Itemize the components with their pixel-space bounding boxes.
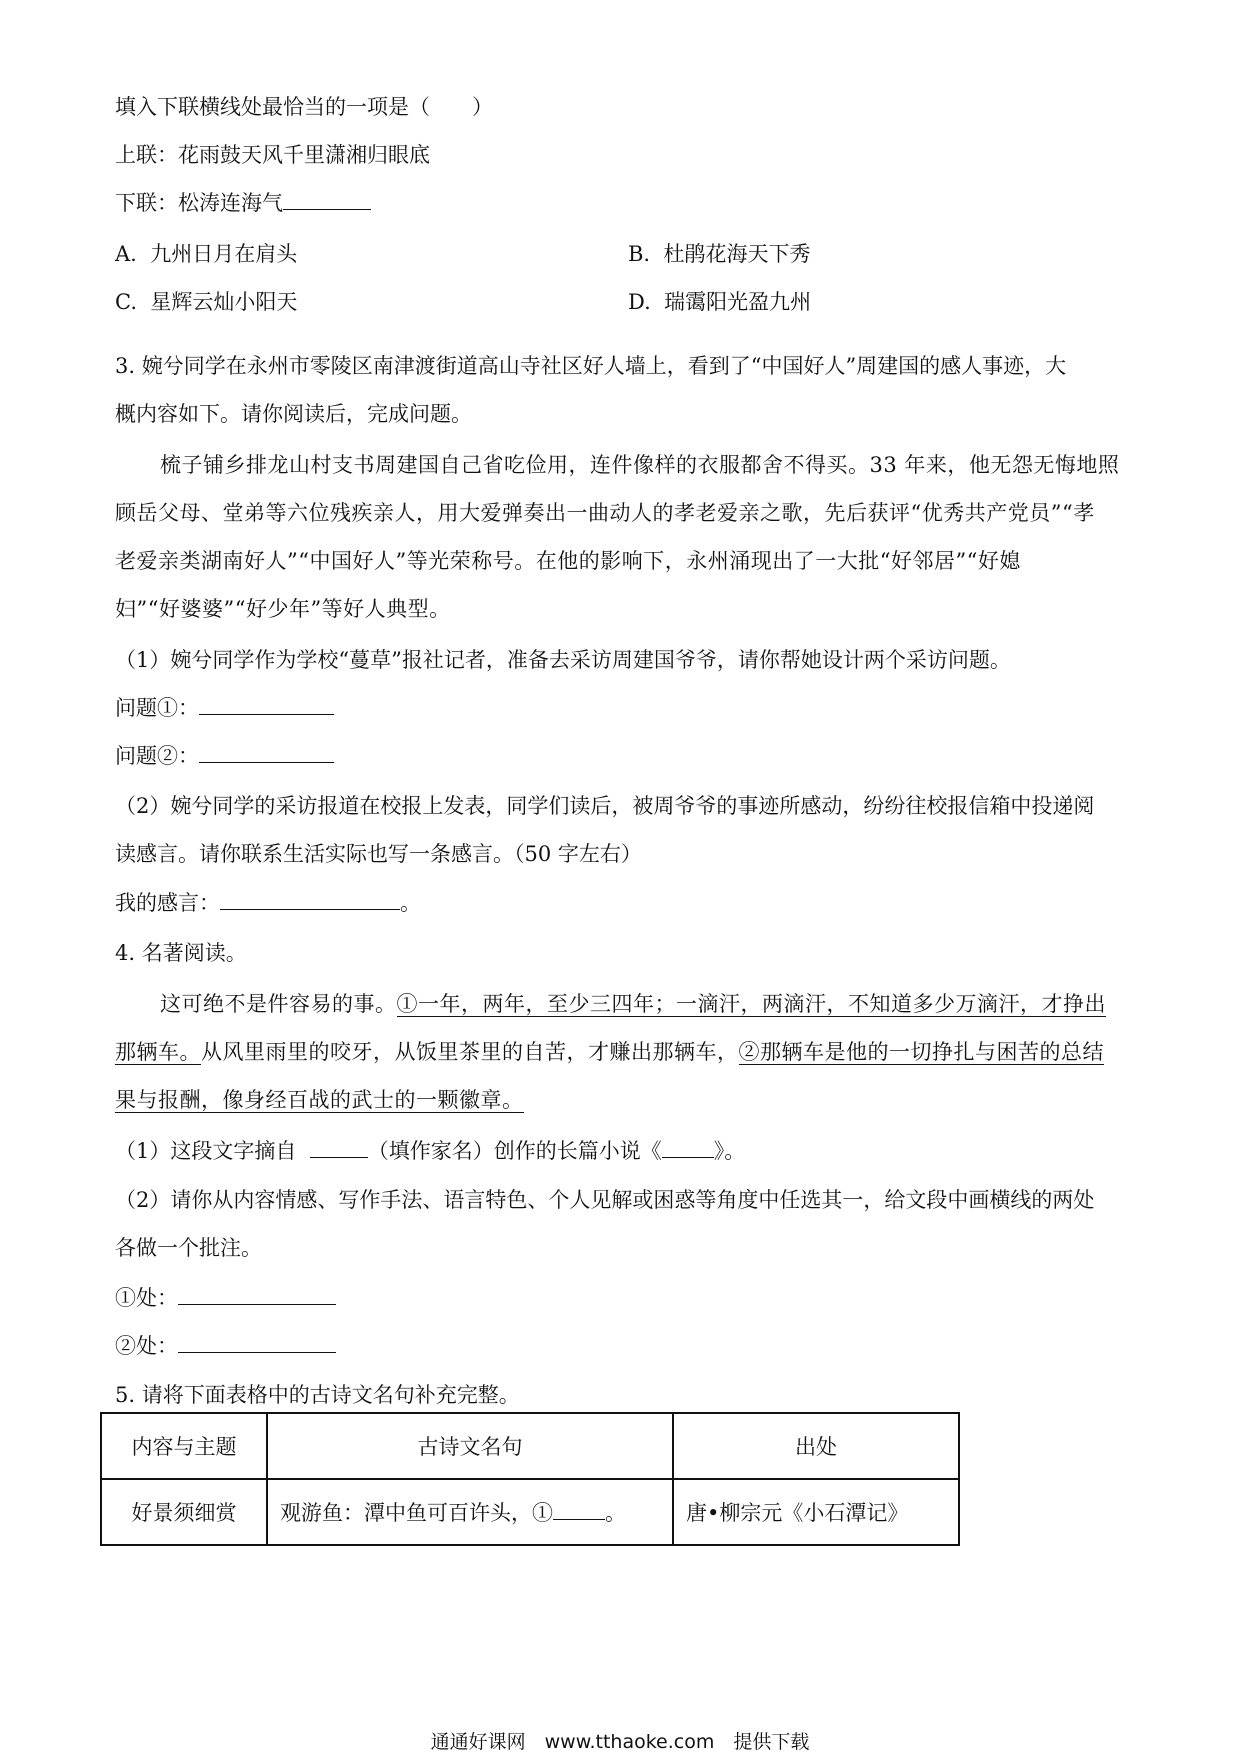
q4-note-2 [115,1332,336,1360]
q3-question-1 [115,694,334,722]
q3-intro-line-2: 概内容如下。请你阅读后，完成问题。 [115,402,472,426]
option-b[interactable] [628,240,810,268]
q4-note-1 [115,1284,336,1312]
q4-sub2-line-2: 各做一个批注。 [115,1236,262,1260]
option-text: 九州日月在肩头 [150,242,298,266]
q3-question-2 [115,742,334,770]
underlined-passage-1: ①一年，两年，至少三四年；一滴汗，两滴汗，不知道多少万滴汗，才挣出 [396,992,1106,1016]
passage-text: 从风里雨里的咬牙，从饭里茶里的自苦，才赚出那辆车， [201,1040,739,1064]
question-2-blank[interactable] [199,742,334,763]
question-1-blank[interactable] [199,694,334,715]
novel-title-blank[interactable] [662,1137,714,1158]
option-letter: B. [628,242,651,266]
q3-intro-line-1: 3. 婉兮同学在永州市零陵区南津渡街道高山寺社区好人墙上，看到了“中国好人”周建国的感人事迹，大 [115,354,1067,378]
q4-passage-line-1 [160,990,1106,1018]
q2-lower-couplet [115,189,371,217]
header-source: 出处 [673,1413,959,1479]
option-a[interactable] [115,240,297,268]
option-text: 杜鹃花海天下秀 [663,242,811,266]
q3-sub2-line-2: 读感言。请你联系生活实际也写一条感言。（50 字左右） [115,842,642,866]
note-1-blank[interactable] [178,1284,336,1305]
q4-sub1 [115,1137,745,1165]
option-d[interactable] [628,288,811,316]
q3-sub1: （1）婉兮同学作为学校“蔓草”报社记者，准备去采访周建国爷爷，请你帮她设计两个采访问题。 [115,648,1011,672]
q2-lower-text: 下联：松涛连海气 [115,191,283,215]
note-label: ②处： [115,1334,178,1358]
q5-title: 5. 请将下面表格中的古诗文名句补充完整。 [115,1383,520,1407]
cell-theme: 好景须细赏 [101,1479,267,1545]
q4-sub2-line-1: （2）请你从内容情感、写作手法、语言特色、个人见解或困惑等角度中任选其一，给文段中画横线的两处 [115,1188,1095,1212]
option-c[interactable] [115,288,297,316]
q4-passage-line-2 [115,1038,1104,1066]
q3-passage-line: 梳子铺乡排龙山村支书周建国自己省吃俭用，连件像样的衣服都舍不得买。33 年来，他无怨无悔地照 [160,453,1120,477]
q3-passage-line: 妇”“好婆婆”“好少年”等好人典型。 [115,597,451,621]
feeling-end: 。 [400,891,421,915]
sub1-text: 》。 [713,1139,746,1163]
line-end: 。 [605,1501,626,1525]
note-2-blank[interactable] [178,1332,336,1353]
underlined-passage-2: ②那辆车是他的一切挣扎与困苦的总结 [738,1040,1104,1064]
option-text: 星辉云灿小阳天 [150,290,298,314]
line-text: 观游鱼：潭中鱼可百许头，① [280,1501,553,1525]
sub1-text: （1）这段文字摘自 [115,1139,297,1163]
q2-upper-couplet: 上联：花雨鼓天风千里潇湘归眼底 [115,143,430,167]
underlined-passage-1-end: 那辆车。 [115,1040,201,1064]
option-letter: A. [115,242,137,266]
table-row [101,1479,959,1545]
author-blank[interactable] [310,1137,368,1158]
q3-sub2-line-1: （2）婉兮同学的采访报道在校报上发表，同学们读后，被周爷爷的事迹所感动，纷纷往校报信箱中投递阅 [115,794,1095,818]
option-letter: D. [628,290,651,314]
header-theme: 内容与主题 [101,1413,267,1479]
question-label: 问题②： [115,744,199,768]
option-letter: C. [115,290,137,314]
feeling-label: 我的感言： [115,891,220,915]
passage-text: 这可绝不是件容易的事。 [160,992,397,1016]
q3-feeling [115,889,421,917]
poem-blank[interactable] [553,1499,605,1520]
poem-table [100,1412,960,1546]
q4-passage-line-3 [115,1086,524,1114]
note-label: ①处： [115,1286,178,1310]
q3-passage-line: 顾岳父母、堂弟等六位残疾亲人，用大爱弹奏出一曲动人的孝老爱亲之歌，先后获评“优秀共产党员”“孝 [115,501,1095,525]
underlined-passage-2-end: 果与报酬，像身经百战的武士的一颗徽章。 [115,1088,524,1112]
q2-answer-blank[interactable] [283,189,371,210]
page-footer: 通通好课网 www.tthaoke.com 提供下载 [430,1731,810,1753]
header-line: 古诗文名句 [267,1413,673,1479]
cell-line [267,1479,673,1545]
q4-title: 4. 名著阅读。 [115,941,247,965]
sub1-text: （填作家名）创作的长篇小说《 [367,1139,662,1163]
question-label: 问题①： [115,696,199,720]
table-header-row [101,1413,959,1479]
feeling-blank[interactable] [220,889,400,910]
cell-source: 唐•柳宗元《小石潭记》 [673,1479,959,1545]
option-text: 瑞霭阳光盈九州 [664,290,812,314]
q2-prompt: 填入下联横线处最恰当的一项是（ ） [115,95,493,119]
q3-passage-line: 老爱亲类湖南好人”“中国好人”等光荣称号。在他的影响下，永州涌现出了一大批“好邻居”“好媳 [115,549,1021,573]
